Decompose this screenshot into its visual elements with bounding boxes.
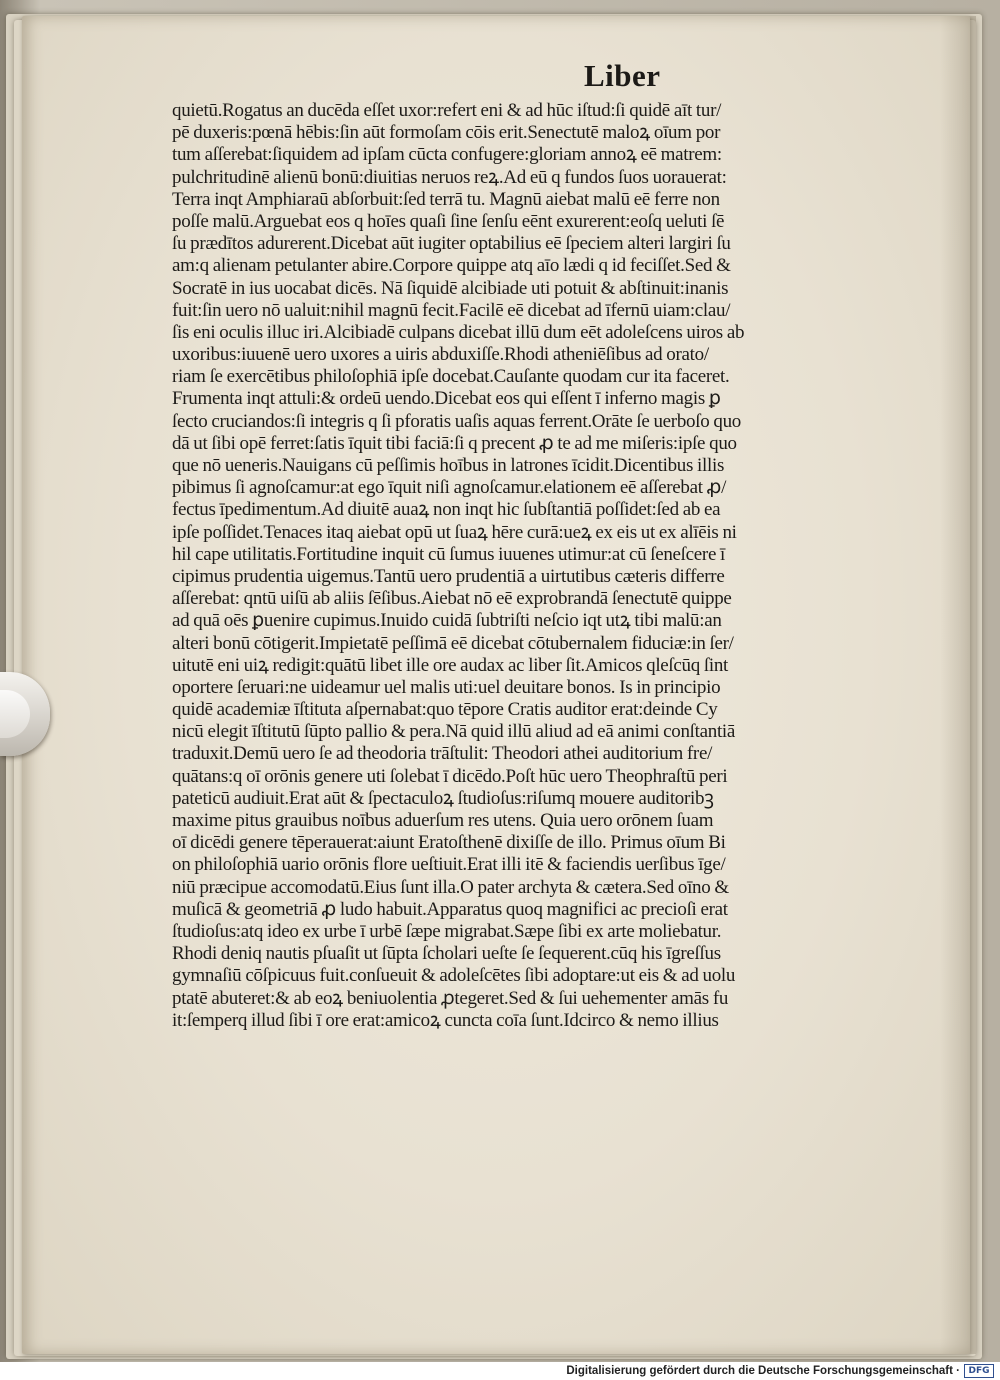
text-line: dā ut ſibi opē ferret:ſatis īquit tibi faciā:ſi q precent ꝓ te ad me miſeris:ipſe quo bbox=[172, 432, 737, 454]
text-line: aſſerebat: qntū uiſū ab aliis ſēſibus.Aiebat nō eē exprobrandā ſenectutē quippe bbox=[172, 588, 732, 610]
dfg-logo: DFG bbox=[964, 1364, 994, 1378]
text-line: ſu prædītos adurerent.Dicebat aūt iugiter optabilius eē ſpeciem alteri largiri ſu bbox=[172, 233, 731, 255]
text-line: muſicā & geometriā ꝓ ludo habuit.Apparatus quoq magnifici ac precioſi erat bbox=[172, 898, 728, 920]
text-line: niū præcipue accomodatū.Eius ſunt illa.O pater archyta & cætera.Sed oīno & bbox=[172, 876, 729, 898]
text-line: on philoſophiā uario orōnis flore ueſtiuit.Erat illi itē & faciendis uerſibus īge/ bbox=[172, 854, 726, 876]
page-edge-shadow bbox=[940, 16, 976, 1354]
text-line: poſſe malū.Arguebat eos q hoīes quaſi ſine ſenſu eēnt exurerent:eoſq ueluti ſē bbox=[172, 210, 725, 232]
text-line: oportere ſeruari:ne uideamur uel malis uti:uel deuitare bonos. Is in principio bbox=[172, 676, 721, 698]
text-line: quātans:q oī orōnis genere uti ſolebat ī dicēdo.Poſt hūc uero Theophraſtū peri bbox=[172, 765, 728, 787]
text-line: ad quā oēs ꝑuenire cupimus.Inuido cuidā ſubtriſti neſcio iqt utꝝ tibi malū:an bbox=[172, 610, 722, 632]
text-line: Frumenta inqt attuli:& ordeū uendo.Dicebat eos qui eſſent ī inferno magis ꝑ bbox=[172, 388, 721, 410]
text-line: ſecto cruciandos:ſi integris q ſi pforatis uaſis aquas ferrent.Orāte ſe uerboſo quo bbox=[172, 410, 741, 432]
text-line: pateticū audiuit.Erat aūt & ſpectaculoꝝ ſtudioſus:riſumq mouere auditoribꝫ bbox=[172, 787, 714, 809]
text-line: uitutē eni uiꝝ redigit:quātū libet ille ore audax ac liber ſit.Amicos qleſcūq ſint bbox=[172, 654, 729, 676]
text-line: ptatē abuteret:& ab eoꝝ beniuolentia ꝓtegeret.Sed & ſui uehementer amās fu bbox=[172, 987, 729, 1009]
text-line: gymnaſiū cōſpicuus fuit.conſueuit & adoleſcētes ſibi adoptare:ut eis & ad uolu bbox=[172, 965, 736, 987]
text-line: oī dicēdi genere tēperauerat:aiunt Eratoſthenē dixiſſe de illo. Primus oīum Bi bbox=[172, 832, 726, 854]
text-line: quietū.Rogatus an ducēda eſſet uxor:refert eni & ad hūc iſtud:ſi quidē aīt tur/ bbox=[172, 100, 722, 121]
text-line: que nō ueneris.Nauigans cū peſſimis hoībus in latrones īcidit.Dicentibus illis bbox=[172, 455, 725, 476]
text-line: pibimus ſi agnoſcamur:at ego īquit niſi agnoſcamur.elationem eē aſſerebat ꝓ/ bbox=[172, 477, 727, 499]
text-line: tum aſſerebat:ſiquidem ad ipſam cūcta confugere:gloriam annoꝝ eē matrem: bbox=[172, 144, 722, 166]
text-line: ſtudioſus:atq ideo ex urbe ī urbē ſæpe migrabat.Sæpe ſibi ex arte moliebatur. bbox=[172, 920, 722, 942]
running-head: Liber bbox=[584, 58, 661, 93]
text-line: ſis eni oculis illuc iri.Alcibiadē culpans dicebat illū dum eēt adoleſcens uiros ab bbox=[172, 321, 745, 343]
text-line: ipſe poſſidet.Tenaces itaq aiebat opū ut ſuaꝝ hēre curā:ueꝝ ex eis ut ex alīēis ni bbox=[172, 521, 737, 543]
text-line: uxoribus:iuuenē uero uxores a uiris abduxiſſe.Rhodi atheniēſibus ad orato/ bbox=[172, 344, 709, 366]
text-line: nicū elegit īſtitutū ſūpto pallio & pera.Nā quid illū aliud ad eā animi conſtantiā bbox=[172, 721, 736, 743]
text-line: maxime pitus grauibus noībus aduerſum res utens. Quia uero orōnem ſuam bbox=[172, 810, 714, 831]
page-text-block bbox=[172, 100, 912, 1032]
text-line: cipimus prudentia uigemus.Tantū uero prudentiā a uirtutibus cæteris differre bbox=[172, 565, 725, 587]
text-line: pulchritudinē alienū bonū:diuitias neruos reꝝ.Ad eū q fundos ſuos uorauerat: bbox=[172, 166, 727, 188]
text-line: riam ſe exercētibus philoſophiā ipſe docebat.Cauſante quodam cur ita faceret. bbox=[172, 366, 730, 388]
text-line: it:ſemperq illud ſibi ī ore erat:amicoꝝ cuncta coīa ſunt.Idcirco & nemo illius bbox=[172, 1009, 719, 1031]
text-line: Rhodi deniq nautis pſuaſit ut ſūpta ſcholari ueſte ſe ſequerent.cūq his īgreſſus bbox=[172, 943, 721, 965]
text-line: traduxit.Demū uero ſe ad theodoria trāſtulit: Theodori athei auditorium fre/ bbox=[172, 743, 713, 765]
text-line: quidē academiæ īſtituta aſpernabat:quo tēpore Cratis auditor erat:deinde Cy bbox=[172, 699, 718, 721]
text-line: am:q alienam petulanter abire.Corpore quippe atq aīo lædi q id feciſſet.Sed & bbox=[172, 255, 731, 277]
text-line: Socratē in ius uocabat dicēs. Nā ſiquidē alcibiade uti potuit & abſtinuit:inanis bbox=[172, 277, 729, 299]
text-line: pē duxeris:pœnā hēbis:ſin aūt formoſam cōis erit.Senectutē maloꝝ oīum por bbox=[172, 122, 721, 144]
text-line: alteri bonū cōtigerit.Impietatē peſſimā eē dicebat cōtubernalem fiduciæ:in ſer/ bbox=[172, 632, 734, 654]
text-line: fuit:ſin uero nō ualuit:nihil magnū fecit.Facilē eē dicebat ad īfernū uiam:clau/ bbox=[172, 299, 731, 321]
funding-credit: Digitalisierung gefördert durch die Deutsche Forschungsgemeinschaft · bbox=[566, 1365, 960, 1377]
text-line: hil cape utilitatis.Fortitudine inquit cū ſumus iuuenes utimur:at cū ſeneſcere ī bbox=[172, 543, 726, 565]
text-line: fectus īpedimentum.Ad diuitē auaꝝ non inqt hic ſubſtantiā poſſidet:ſed ab ea bbox=[172, 499, 721, 521]
text-line: Terra inqt Amphiaraū abſorbuit:ſed terrā tu. Magnū aiebat malū eē ferre non bbox=[172, 188, 720, 210]
